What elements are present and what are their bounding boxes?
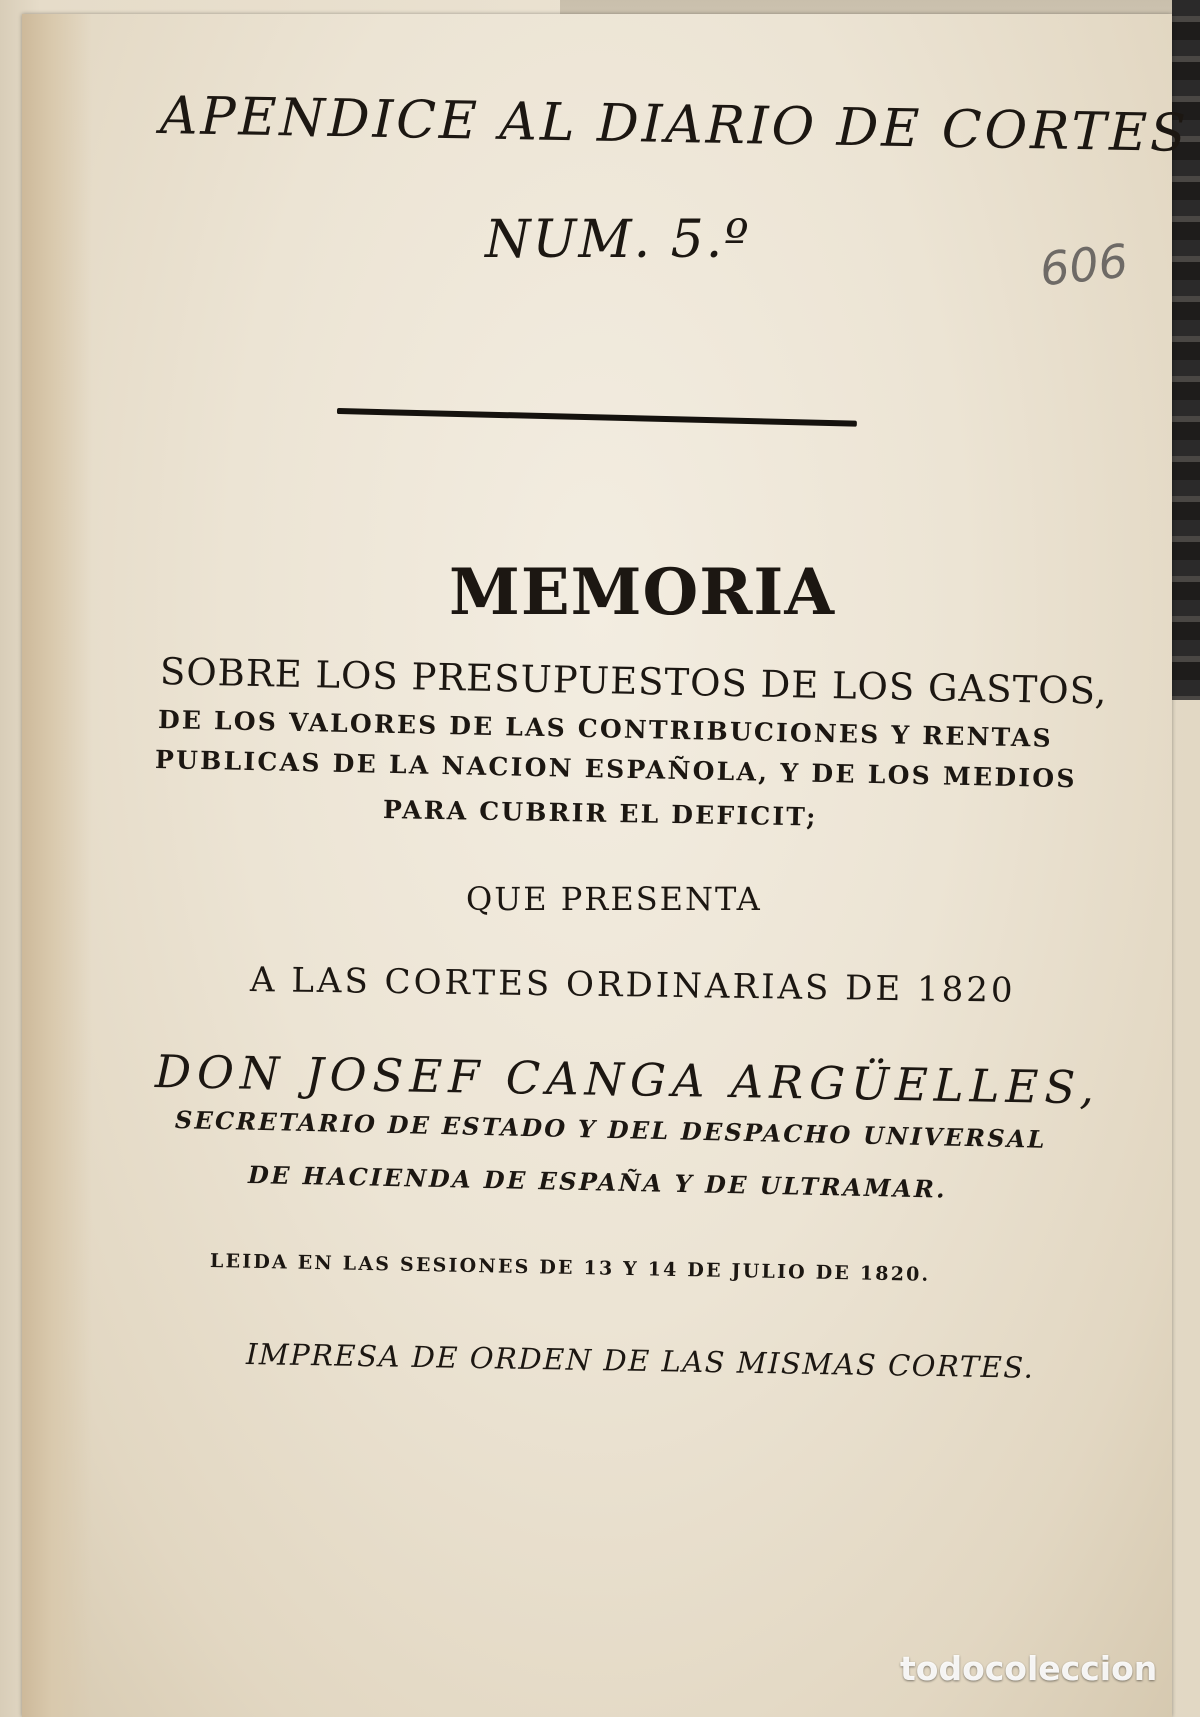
document-title: MEMORIA bbox=[449, 555, 835, 630]
subtitle-line-2: DE LOS VALORES DE LAS CONTRIBUCIONES Y RENTAS bbox=[157, 705, 1054, 753]
author-title-line-2: DE HACIENDA DE ESPAÑA Y DE ULTRAMAR. bbox=[247, 1160, 948, 1204]
page-edge-stain bbox=[22, 14, 92, 1717]
appendix-header: APENDICE AL DIARIO DE CORTES bbox=[159, 86, 1190, 164]
handwritten-pencil-note: 606 bbox=[1037, 233, 1131, 297]
subtitle-line-1: SOBRE LOS PRESUPUESTOS DE LOS GASTOS, bbox=[159, 650, 1108, 713]
issue-number: NUM. 5.º bbox=[485, 210, 751, 270]
printing-order-line: IMPRESA DE ORDEN DE LAS MISMAS CORTES. bbox=[245, 1337, 1035, 1385]
cortes-line: A LAS CORTES ORDINARIAS DE 1820 bbox=[249, 960, 1016, 1011]
watermark-logo: todocoleccion bbox=[900, 1649, 1158, 1688]
presenta-line: QUE PRESENTA bbox=[466, 880, 762, 918]
author-name: DON JOSEF CANGA ARGÜELLES, bbox=[154, 1045, 1101, 1115]
author-title-line-1: SECRETARIO DE ESTADO Y DEL DESPACHO UNIVERSAL bbox=[174, 1105, 1048, 1154]
reading-sessions-line: LEIDA EN LAS SESIONES DE 13 Y 14 DE JULIO DE 1820. bbox=[209, 1250, 931, 1286]
subtitle-line-3: PUBLICAS DE LA NACION ESPAÑOLA, Y DE LOS MEDIOS bbox=[154, 745, 1078, 794]
subtitle-line-4: PARA CUBRIR EL DEFICIT; bbox=[382, 795, 818, 832]
